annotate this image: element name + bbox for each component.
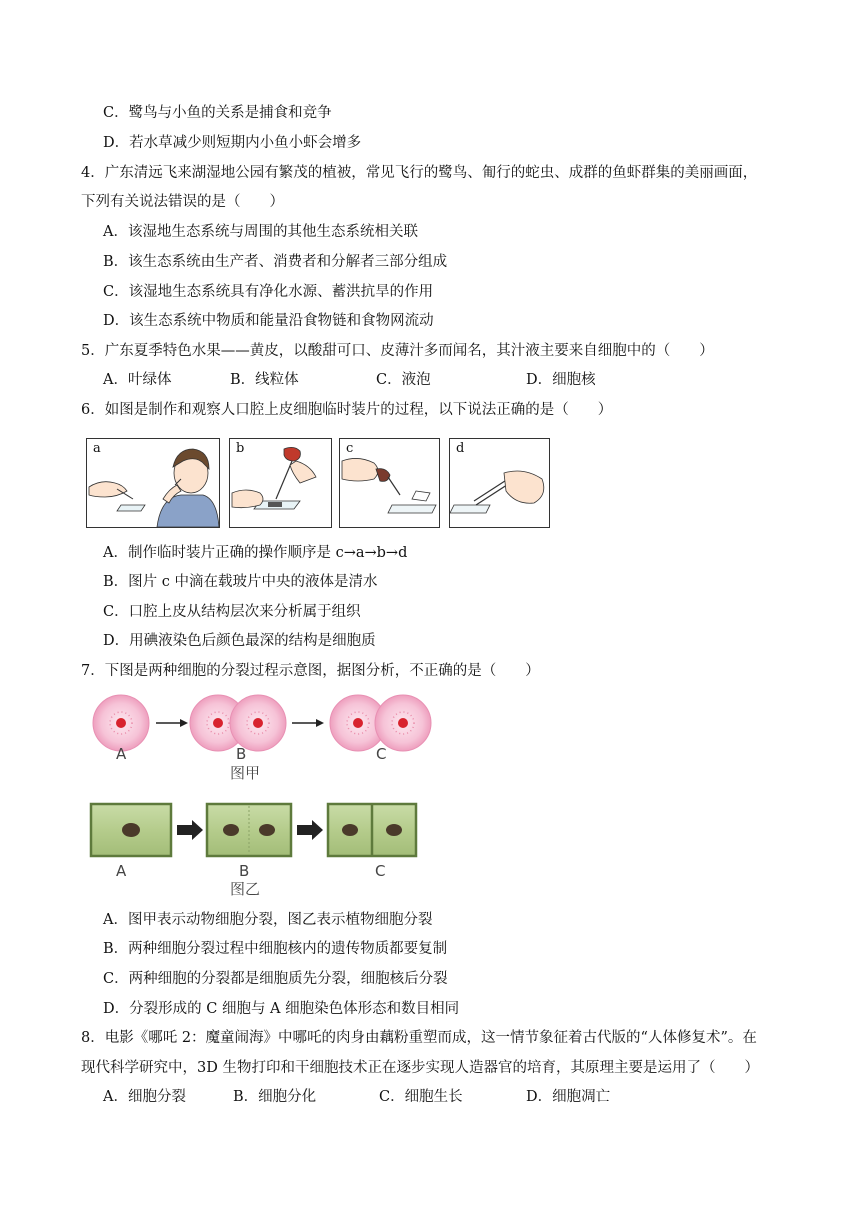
q8-option-c: C．细胞生长 (379, 1089, 463, 1105)
q3-option-c: C．鹭鸟与小鱼的关系是捕食和竞争 (103, 105, 332, 121)
q8-option-d: D．细胞凋亡 (526, 1089, 611, 1105)
q6-stem: 6．如图是制作和观察人口腔上皮细胞临时装片的过程，以下说法正确的是（ ） (81, 402, 613, 418)
q6-panel-d (449, 438, 550, 528)
animal-cell-c (330, 695, 431, 751)
q6-panel-label-c: c (346, 441, 354, 456)
q5-stem: 5．广东夏季特色水果——黄皮，以酸甜可口、皮薄汁多而闻名，其汁液主要来自细胞中的（ ） (81, 343, 714, 359)
animal-cell-b (190, 695, 286, 751)
q5-options (103, 370, 663, 390)
q4-option-a: A．该湿地生态系统与周围的其他生态系统相关联 (103, 224, 418, 240)
q6-option-b: B．图片 c 中滴在载玻片中央的液体是清水 (103, 574, 378, 590)
arrow-icon (297, 820, 323, 840)
arrow-icon (177, 820, 203, 840)
fig2-label-a: A (116, 862, 127, 880)
fig1-label-c: C (376, 745, 387, 763)
q8-options (103, 1087, 663, 1107)
q7-option-b: B．两种细胞分裂过程中细胞核内的遗传物质都要复制 (103, 941, 448, 957)
plant-cell-b (207, 804, 291, 856)
q5-option-b: B．线粒体 (230, 372, 299, 388)
q8-option-b: B．细胞分化 (233, 1089, 317, 1105)
q7-figure-plant (88, 800, 428, 898)
fig2-label-b: B (239, 862, 250, 880)
q6-panel-b (229, 438, 332, 528)
q8-stem-line2: 现代科学研究中，3D 生物打印和干细胞技术正在逐步实现人造器官的培育，其原理主要是运用了（ ） (81, 1060, 759, 1076)
q6-panel-d-illustration (450, 439, 549, 527)
q6-option-c: C．口腔上皮从结构层次来分析属于组织 (103, 604, 361, 620)
q6-figure (86, 438, 551, 530)
fig1-label-b: B (236, 745, 247, 763)
q6-panel-label-a: a (93, 441, 101, 456)
animal-cell-a (93, 695, 149, 751)
q7-option-c: C．两种细胞的分裂都是细胞质先分裂，细胞核后分裂 (103, 971, 448, 987)
q6-panel-b-illustration (230, 439, 331, 527)
q6-panel-c-illustration (340, 439, 439, 527)
q8-stem-line1: 8．电影《哪吒 2：魔童闹海》中哪吒的肉身由藕粉重塑而成，这一情节象征着古代版的“人体修复术”。在 (81, 1030, 757, 1046)
q5-option-a: A．叶绿体 (103, 372, 172, 388)
plant-cell-c (328, 804, 416, 856)
fig1-caption: 图甲 (230, 764, 261, 782)
plant-cell-a (91, 804, 171, 856)
q7-stem: 7．下图是两种细胞的分裂过程示意图，据图分析，不正确的是（ ） (81, 663, 540, 679)
q5-option-d: D．细胞核 (526, 372, 596, 388)
q7-option-d: D．分裂形成的 C 细胞与 A 细胞染色体形态和数目相同 (103, 1001, 460, 1017)
q8-option-a: A．细胞分裂 (103, 1089, 186, 1105)
q7-figure-animal (92, 690, 442, 782)
q4-stem-line1: 4．广东清远飞来湖湿地公园有繁茂的植被，常见飞行的鹭鸟、匍行的蛇虫、成群的鱼虾群集的美丽画面， (81, 165, 758, 181)
q6-option-d: D．用碘液染色后颜色最深的结构是细胞质 (103, 633, 376, 649)
q7-option-a: A．图甲表示动物细胞分裂，图乙表示植物细胞分裂 (103, 912, 433, 928)
q4-option-b: B．该生态系统由生产者、消费者和分解者三部分组成 (103, 254, 448, 270)
fig2-caption: 图乙 (230, 880, 261, 898)
q4-option-c: C．该湿地生态系统具有净化水源、蓄洪抗旱的作用 (103, 284, 434, 300)
q6-panel-label-b: b (236, 441, 245, 456)
q6-panel-a (86, 438, 220, 528)
fig1-label-a: A (116, 745, 127, 763)
q6-panel-a-illustration (87, 439, 219, 527)
q6-panel-c (339, 438, 440, 528)
q4-stem-line2: 下列有关说法错误的是（ ） (81, 194, 284, 210)
q6-panel-label-d: d (456, 441, 465, 456)
q5-option-c: C．液泡 (376, 372, 431, 388)
q3-option-d: D．若水草减少则短期内小鱼小虾会增多 (103, 135, 362, 151)
fig2-label-c: C (375, 862, 386, 880)
q4-option-d: D．该生态系统中物质和能量沿食物链和食物网流动 (103, 313, 434, 329)
q6-option-a: A．制作临时装片正确的操作顺序是 c→a→b→d (103, 545, 408, 561)
